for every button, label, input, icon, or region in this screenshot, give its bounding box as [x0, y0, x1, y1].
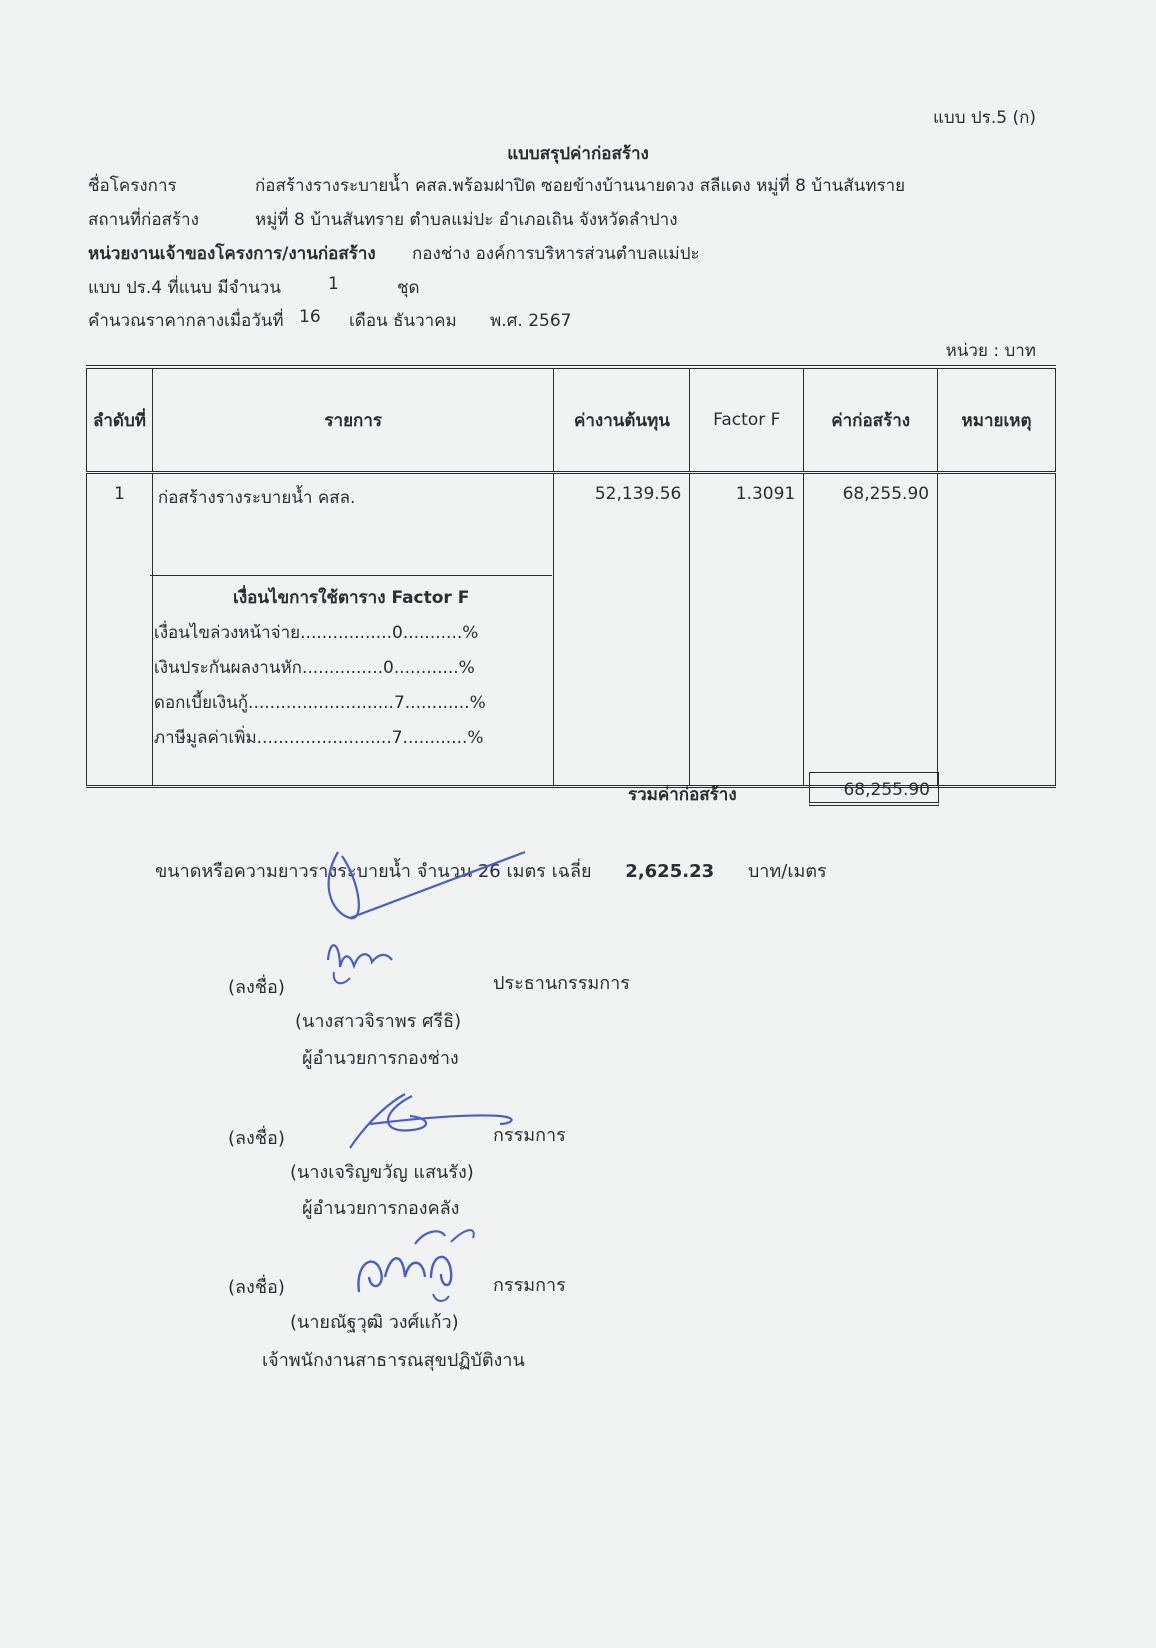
summary-text: ขนาดหรือความยาวรางระบายน้ำ จำนวน 26 เมตร เฉลี่ย: [155, 861, 592, 882]
handwritten-signature-2: [350, 1088, 570, 1158]
row-cost: 52,139.56: [554, 473, 690, 787]
row-item-cell: [152, 473, 554, 787]
row-factor: 1.3091: [690, 473, 804, 787]
table-row: [87, 473, 1056, 787]
row-no: 1: [87, 473, 153, 787]
handwritten-signature-3: [345, 1222, 485, 1322]
site-value: หมู่ที่ 8 บ้านสันทราย ตำบลแม่ปะ อำเภอเถิน จังหวัดลำปาง: [255, 210, 678, 230]
table-header-row: [87, 367, 1056, 473]
role-3: กรรมการ: [493, 1275, 566, 1296]
header-remark: หมายเหตุ: [938, 367, 1056, 473]
signer-name-3: (นายณัฐวุฒิ วงศ์แก้ว): [290, 1312, 459, 1333]
agency-label: หน่วยงานเจ้าของโครงการ/งานก่อสร้าง: [88, 244, 376, 264]
row-construction: 68,255.90: [804, 473, 938, 787]
average-unit: บาท/เมตร: [747, 861, 827, 882]
total-value: 68,255.90: [809, 772, 939, 806]
handwritten-signature-1: [320, 842, 550, 992]
signer-position-3: เจ้าพนักงานสาธารณสุขปฏิบัติงาน: [262, 1350, 525, 1371]
project-label: ชื่อโครงการ: [88, 176, 177, 196]
average-value: 2,625.23: [625, 861, 715, 882]
form-count: 1: [328, 274, 339, 294]
form-count-label: แบบ ปร.4 ที่แนบ มีจำนวน: [88, 278, 281, 298]
calc-date-label: คำนวณราคากลางเมื่อวันที่: [88, 311, 284, 331]
signer-name-2: (นางเจริญขวัญ แสนรัง): [290, 1162, 474, 1183]
conditions-title: เงื่อนไขการใช้ตาราง Factor F: [233, 588, 470, 608]
calc-day: 16: [299, 307, 321, 327]
factor-conditions: [150, 575, 553, 751]
cost-summary-table: [86, 365, 1056, 788]
unit-label: หน่วย : บาท: [945, 341, 1036, 361]
header-cost: ค่างานต้นทุน: [554, 367, 690, 473]
total-label: รวมค่าก่อสร้าง: [628, 785, 737, 805]
condition-interest: ดอกเบี้ยเงินกู้...........................7............%: [153, 693, 486, 713]
project-value: ก่อสร้างรางระบายน้ำ คสล.พร้อมฝาปิด ซอยข้างบ้านนายดวง สลีแดง หมู่ที่ 8 บ้านสันทราย: [255, 176, 906, 196]
condition-retention: เงินประกันผลงานหัก...............0............%: [153, 658, 475, 678]
role-1: ประธานกรรมการ: [493, 973, 630, 994]
calc-year: พ.ศ. 2567: [490, 311, 572, 331]
row-remark: [938, 473, 1056, 787]
site-label: สถานที่ก่อสร้าง: [88, 210, 199, 230]
signer-position-2: ผู้อำนวยการกองคลัง: [302, 1198, 460, 1219]
sign-label-1: (ลงชื่อ): [228, 977, 285, 998]
condition-vat: ภาษีมูลค่าเพิ่ม.........................7............%: [153, 728, 484, 748]
calc-month: เดือน ธันวาคม: [349, 311, 457, 331]
header-no: ลำดับที่: [87, 367, 153, 473]
signer-position-1: ผู้อำนวยการกองช่าง: [302, 1048, 459, 1069]
sign-label-3: (ลงชื่อ): [228, 1277, 285, 1298]
signer-name-1: (นางสาวจิราพร ศรีธิ): [295, 1011, 462, 1032]
condition-advance: เงื่อนไขล่วงหน้าจ่าย.................0...........%: [153, 623, 479, 643]
row-item: ก่อสร้างรางระบายน้ำ คสล.: [157, 488, 356, 508]
sign-label-2: (ลงชื่อ): [228, 1128, 285, 1149]
role-2: กรรมการ: [493, 1125, 566, 1146]
form-code: แบบ ปร.5 (ก): [932, 108, 1036, 128]
agency-value: กองช่าง องค์การบริหารส่วนตำบลแม่ปะ: [412, 244, 700, 264]
header-construction: ค่าก่อสร้าง: [804, 367, 938, 473]
form-count-unit: ชุด: [397, 278, 420, 298]
document-title: แบบสรุปค่าก่อสร้าง: [507, 144, 649, 164]
header-factor: Factor F: [690, 367, 804, 473]
header-item: รายการ: [152, 367, 554, 473]
